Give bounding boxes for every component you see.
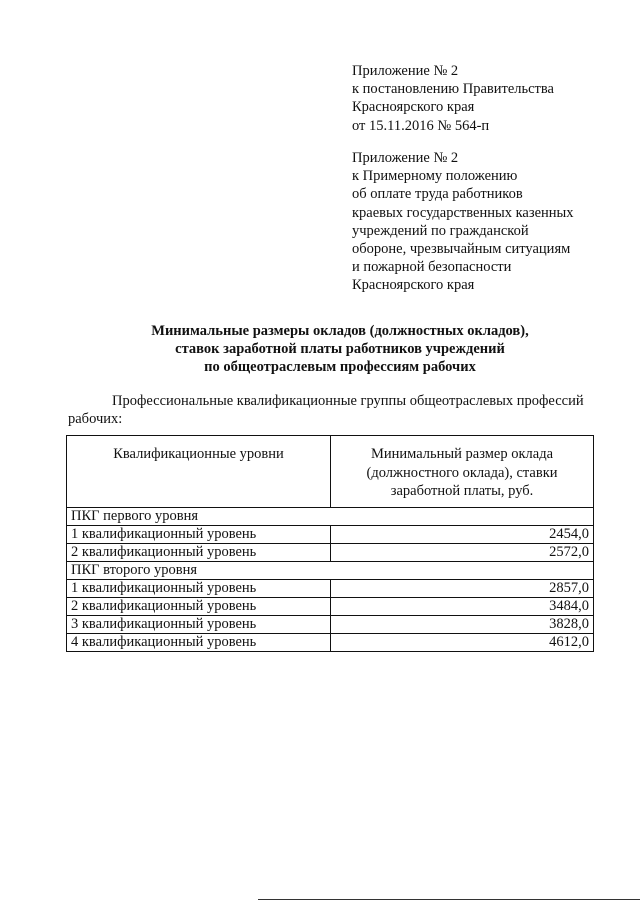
group-row [67, 507, 594, 525]
appendix-line: Приложение № 2 [352, 150, 459, 166]
appendix-line: краевых государственных казенных [352, 204, 574, 221]
appendix-line: Красноярского края [352, 99, 475, 116]
level-cell: 2 квалификационный уровень [67, 597, 331, 615]
salary-cell: 2572,0 [331, 543, 594, 561]
intro-line: Профессиональные квалификационные группы общеотраслевых профессий [112, 393, 584, 409]
appendix-line: Красноярского края [352, 277, 475, 294]
appendix-block-government-decree [352, 62, 632, 135]
salary-cell: 4612,0 [331, 633, 594, 651]
column-header-line: (должностного оклада), ставки [366, 464, 558, 481]
salary-cell: 2454,0 [331, 525, 594, 543]
table-row [67, 615, 594, 633]
appendix-line: об оплате труда работников [352, 186, 523, 203]
salary-cell: 2857,0 [331, 579, 594, 597]
salary-table [66, 435, 594, 652]
table-row [67, 579, 594, 597]
salary-cell: 3484,0 [331, 597, 594, 615]
salary-cell: 3828,0 [331, 615, 594, 633]
title-line: по общеотраслевым профессиям рабочих [204, 359, 476, 375]
table-row [67, 597, 594, 615]
table-header-row [67, 436, 594, 508]
level-cell: 2 квалификационный уровень [67, 543, 331, 561]
level-cell: 3 квалификационный уровень [67, 615, 331, 633]
bottom-rule [258, 899, 640, 900]
intro-paragraph [68, 392, 594, 428]
column-header-levels [67, 436, 331, 508]
appendix-line: Приложение № 2 [352, 63, 459, 79]
column-header-min-salary [331, 436, 594, 508]
level-cell: 1 квалификационный уровень [67, 579, 331, 597]
table-row [67, 633, 594, 651]
column-header-line: заработной платы, руб. [390, 483, 534, 499]
column-header-levels-text: Квалификационные уровни [113, 446, 284, 462]
appendix-line: от 15.11.2016 № 564-п [352, 117, 490, 134]
appendix-line: обороне, чрезвычайным ситуациям [352, 241, 571, 258]
appendix-line: к Примерному положению [352, 168, 518, 185]
table-row [67, 543, 594, 561]
appendix-line: к постановлению Правительства [352, 81, 554, 98]
title-line: ставок заработной платы работников учреждений [175, 341, 505, 357]
level-cell: 1 квалификационный уровень [67, 525, 331, 543]
level-cell: 4 квалификационный уровень [67, 633, 331, 651]
appendix-line: и пожарной безопасности [352, 259, 512, 276]
appendix-line: учреждений по гражданской [352, 222, 529, 239]
group-title: ПКГ первого уровня [67, 507, 594, 525]
group-title: ПКГ второго уровня [67, 561, 594, 579]
table-row [67, 525, 594, 543]
title-line: Минимальные размеры окладов (должностных окладов), [151, 323, 529, 339]
intro-line: рабочих: [68, 411, 123, 427]
appendix-block-model-regulation [352, 149, 632, 295]
document-title [60, 322, 620, 376]
column-header-line: Минимальный размер оклада [370, 446, 554, 462]
group-row [67, 561, 594, 579]
